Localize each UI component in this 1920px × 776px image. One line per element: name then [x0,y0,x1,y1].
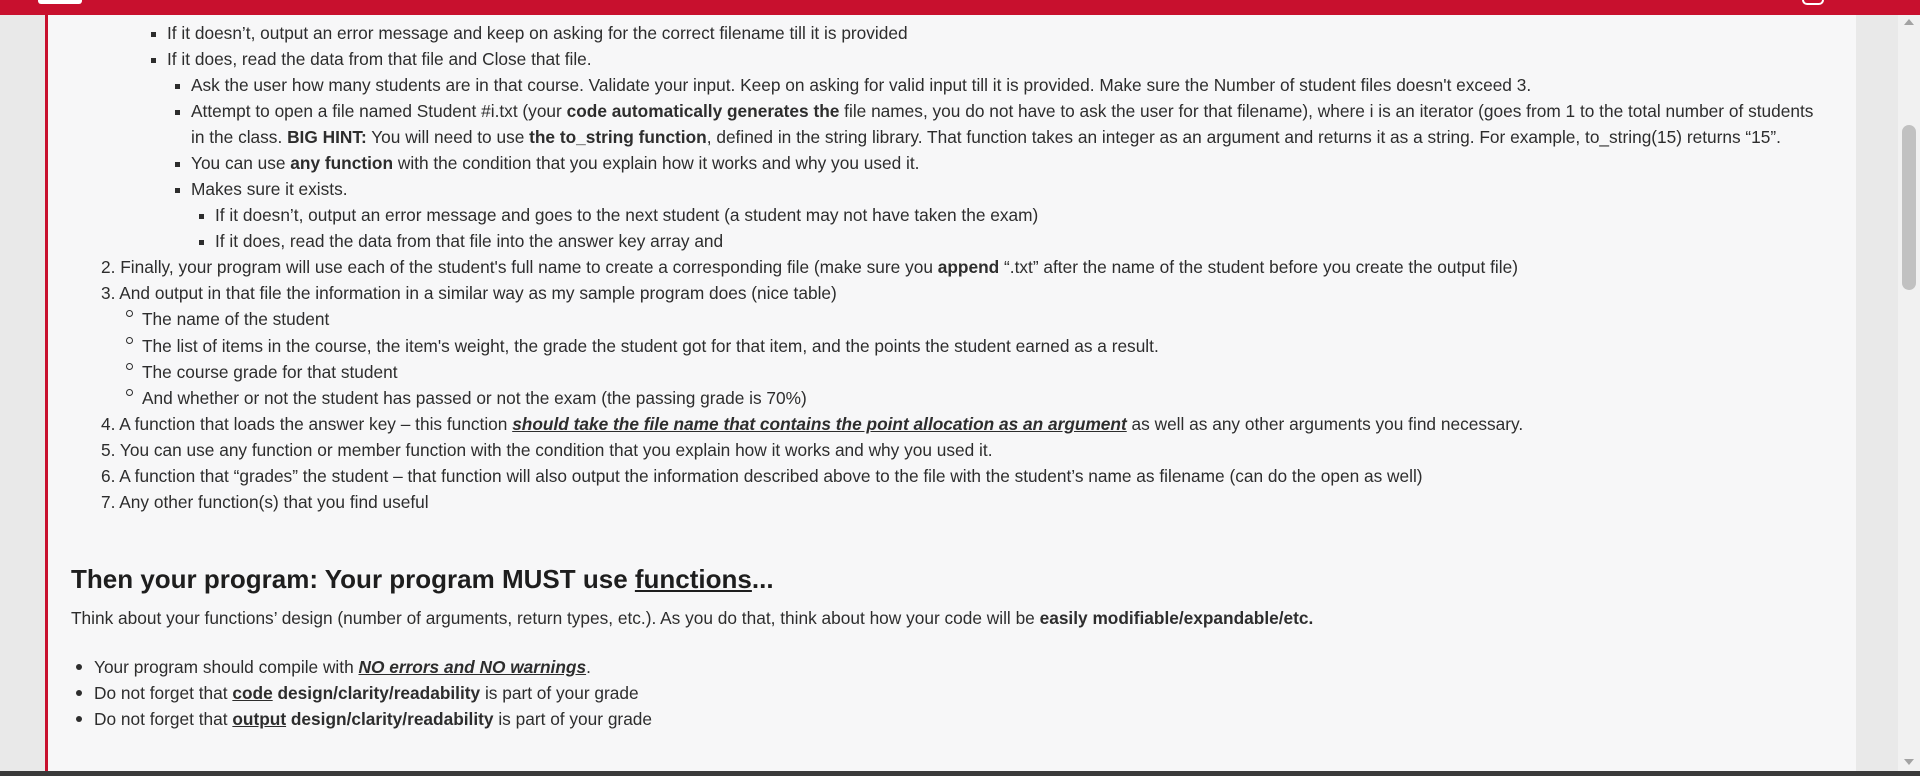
user-avatar-icon[interactable] [1802,0,1824,5]
numbered-item: 2. Finally, your program will use each of the student's full name to create a corresponding file (make sure you append “.txt” after the name of the student before you create the output file) [101,257,1518,277]
numbered-item: 3. And output in that file the information in a similar way as my sample program does (nice table) [101,283,837,303]
numbered-item: 6. A function that “grades” the student – that function will also output the information described above to the file with the student’s name as filename (can do the open as well) [101,466,1423,486]
list-item: The name of the student [142,309,330,329]
disc-bullet-icon [76,690,82,696]
list-item: The course grade for that student [142,362,398,382]
square-bullet-icon [199,214,204,219]
list-item: Makes sure it exists. [191,179,348,199]
list-item-continuation: in the class. BIG HINT: You will need to use the to_string function, defined in the string library. That function takes an integer as an argument and returns it as a string. For example, to_string(15) returns “15”. [191,127,1781,147]
scroll-up-arrow-icon[interactable] [1904,19,1914,25]
square-bullet-icon [175,188,180,193]
disc-bullet-icon [76,716,82,722]
circle-bullet-icon [126,363,133,370]
numbered-item: 7. Any other function(s) that you find useful [101,492,429,512]
section-heading: Then your program: Your program MUST use functions... [71,564,774,594]
numbered-item: 5. You can use any function or member function with the condition that you explain how it works and why you used it. [101,440,993,460]
list-item: If it doesn’t, output an error message and goes to the next student (a student may not have taken the exam) [215,205,1039,225]
list-item: Ask the user how many students are in that course. Validate your input. Keep on asking for valid input till it is provided. Make sure the Number of student files doesn't exceed 3. [191,75,1532,95]
vertical-scrollbar[interactable] [1898,15,1920,771]
list-item: If it does, read the data from that file and Close that file. [167,49,592,69]
bottom-edge-bar [0,771,1920,776]
circle-bullet-icon [126,337,133,344]
square-bullet-icon [175,162,180,167]
list-item: And whether or not the student has passed or not the exam (the passing grade is 70%) [142,388,807,408]
list-item: Do not forget that code design/clarity/readability is part of your grade [94,683,639,703]
list-item: You can use any function with the condition that you explain how it works and why you used it. [191,153,920,173]
list-item: Attempt to open a file named Student #i.txt (your code automatically generates the file names, you do not have to ask the user for that filename), where i is an iterator (goes from 1 to the total number of students [191,101,1814,121]
scroll-down-arrow-icon[interactable] [1904,759,1914,765]
intro-paragraph: Think about your functions’ design (number of arguments, return types, etc.). As you do that, think about how your code will be easily modifiable/expandable/etc. [71,608,1314,628]
square-bullet-icon [175,110,180,115]
functions-link[interactable]: functions [634,564,752,594]
scrollbar-thumb[interactable] [1902,125,1916,290]
list-item: If it doesn’t, output an error message and keep on asking for the correct filename till it is provided [167,23,908,43]
square-bullet-icon [151,58,156,63]
logo[interactable] [38,0,82,4]
numbered-item: 4. A function that loads the answer key – this function should take the file name that contains the point allocation as an argument as well as any other arguments you find necessary. [101,414,1524,434]
square-bullet-icon [151,32,156,37]
assignment-content [45,15,1856,771]
list-item: The list of items in the course, the item's weight, the grade the student got for that item, and the points the student earned as a result. [142,336,1159,356]
circle-bullet-icon [126,310,133,317]
disc-bullet-icon [76,664,82,670]
list-item: If it does, read the data from that file into the answer key array and [215,231,724,251]
square-bullet-icon [199,240,204,245]
top-navigation-bar [0,0,1920,15]
square-bullet-icon [175,84,180,89]
list-item: Do not forget that output design/clarity/readability is part of your grade [94,709,653,729]
circle-bullet-icon [126,389,133,396]
list-item: Your program should compile with NO errors and NO warnings. [94,657,591,677]
